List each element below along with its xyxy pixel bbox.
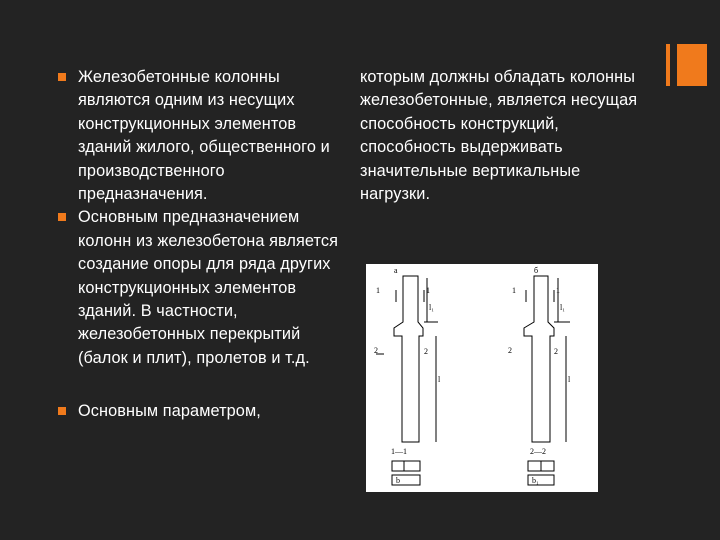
right-text-column bbox=[360, 66, 650, 206]
accent-bar-thin bbox=[666, 44, 670, 86]
bullet-item bbox=[58, 400, 348, 423]
bullet-item bbox=[58, 206, 348, 370]
dim-b1-text: b₁ bbox=[532, 476, 539, 485]
mark-2-text: 2 bbox=[374, 346, 378, 355]
label-b: б bbox=[534, 266, 539, 275]
bullet-text: Основным параметром, bbox=[78, 402, 261, 421]
left-text-column bbox=[58, 66, 348, 424]
mark-2-text: 2 bbox=[508, 346, 512, 355]
bullet-square-icon bbox=[58, 213, 66, 221]
column-drawing bbox=[366, 264, 598, 492]
mark-2-text: 2 bbox=[424, 347, 428, 356]
dim-l-text: l bbox=[568, 375, 571, 384]
section-a-label: 1—1 bbox=[391, 447, 407, 456]
bullet-item bbox=[58, 66, 348, 206]
column-drawing-figure bbox=[366, 264, 598, 492]
column-b-outline bbox=[524, 276, 554, 442]
mark-1-text: 1 bbox=[512, 286, 516, 295]
label-a: а bbox=[394, 266, 398, 275]
column-a-outline bbox=[394, 276, 423, 442]
bullet-square-icon bbox=[58, 73, 66, 81]
section-b-label: 2—2 bbox=[530, 447, 546, 456]
dim-b-text: b bbox=[396, 476, 400, 485]
continuation-text: которым должны обладать колонны железобетонные, является несущая способность конструкций, способность выдерживать значительные вертикальные нагрузки. bbox=[360, 68, 638, 204]
dim-l-text: l bbox=[438, 375, 441, 384]
mark-1-text: 1 bbox=[556, 286, 560, 295]
accent-bar-thick bbox=[677, 44, 707, 86]
dim-l1-text: l₁ bbox=[560, 303, 566, 312]
section-a-rect bbox=[392, 461, 420, 471]
mark-1-text: 1 bbox=[376, 286, 380, 295]
mark-2-text: 2 bbox=[554, 347, 558, 356]
mark-1-text: 1 bbox=[426, 286, 430, 295]
dim-l1-text: l₁ bbox=[429, 303, 435, 312]
bullet-text: Основным предназначением колонн из железобетона является создание опоры для ряда других конструкционных элементов зданий. В частности, железобетонных перекрытий (балок и плит), пролетов и т.д. bbox=[78, 208, 339, 367]
bullet-text: Железобетонные колонны являются одним из несущих конструкционных элементов зданий жилого, общественного и производственного предназначения. bbox=[78, 68, 330, 204]
spacer bbox=[58, 370, 348, 400]
bullet-square-icon bbox=[58, 407, 66, 415]
